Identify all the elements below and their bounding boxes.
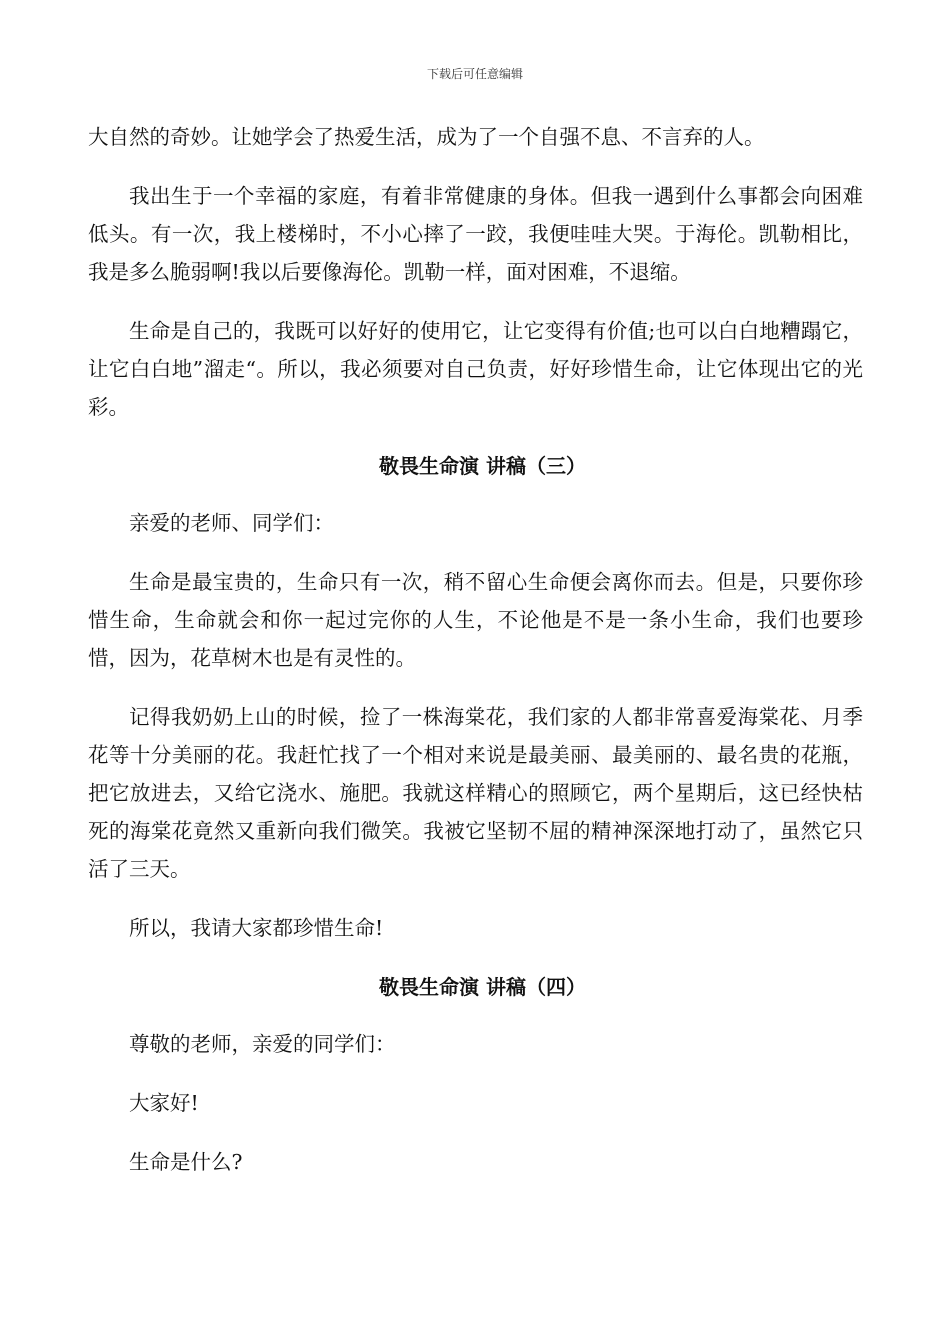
page-header: 下载后可任意编辑 — [426, 67, 523, 81]
paragraph: 我出生于一个幸福的家庭，有着非常健康的身体。但我一遇到什么事都会向困难低头。有一次，我上楼梯时，不小心摔了一跤，我便哇哇大哭。于海伦。凯勒相比，我是多么脆弱啊!我以后要像海伦。凯勒一样，面对困难，不退缩。 — [88, 184, 863, 284]
section-heading: 敬畏生命演 讲稿（四） — [379, 975, 586, 999]
greeting: 大家好! — [129, 1091, 199, 1115]
paragraph: 生命是什么? — [129, 1150, 243, 1174]
section-heading: 敬畏生命演 讲稿（三） — [379, 454, 586, 478]
paragraph: 记得我奶奶上山的时候，捡了一株海棠花，我们家的人都非常喜爱海棠花、月季花等十分美丽的花。我赶忙找了一个相对来说是最美丽、最美丽的、最名贵的花瓶，把它放进去，又给它浇水、施肥。我就这样精心的照顾它，两个星期后，这已经快枯死的海棠花竟然又重新向我们微笑。我被它坚韧不屈的精神深深地打动了，虽然它只活了三天。 — [88, 705, 863, 881]
paragraph: 大自然的奇妙。让她学会了热爱生活，成为了一个自强不息、不言弃的人。 — [88, 125, 765, 149]
paragraph: 所以，我请大家都珍惜生命! — [129, 916, 384, 940]
salutation: 尊敬的老师，亲爱的同学们： — [129, 1032, 396, 1056]
paragraph: 生命是自己的，我既可以好好的使用它，让它变得有价值;也可以白白地糟蹋它，让它白白地”溜走“。所以，我必须要对自己负责，好好珍惜生命，让它体现出它的光彩。 — [88, 319, 863, 419]
salutation: 亲爱的老师、同学们： — [129, 511, 334, 535]
document-body — [88, 118, 863, 1202]
paragraph: 生命是最宝贵的，生命只有一次，稍不留心生命便会离你而去。但是，只要你珍惜生命，生命就会和你一起过完你的人生，不论他是不是一条小生命，我们也要珍惜，因为，花草树木也是有灵性的。 — [88, 570, 863, 670]
